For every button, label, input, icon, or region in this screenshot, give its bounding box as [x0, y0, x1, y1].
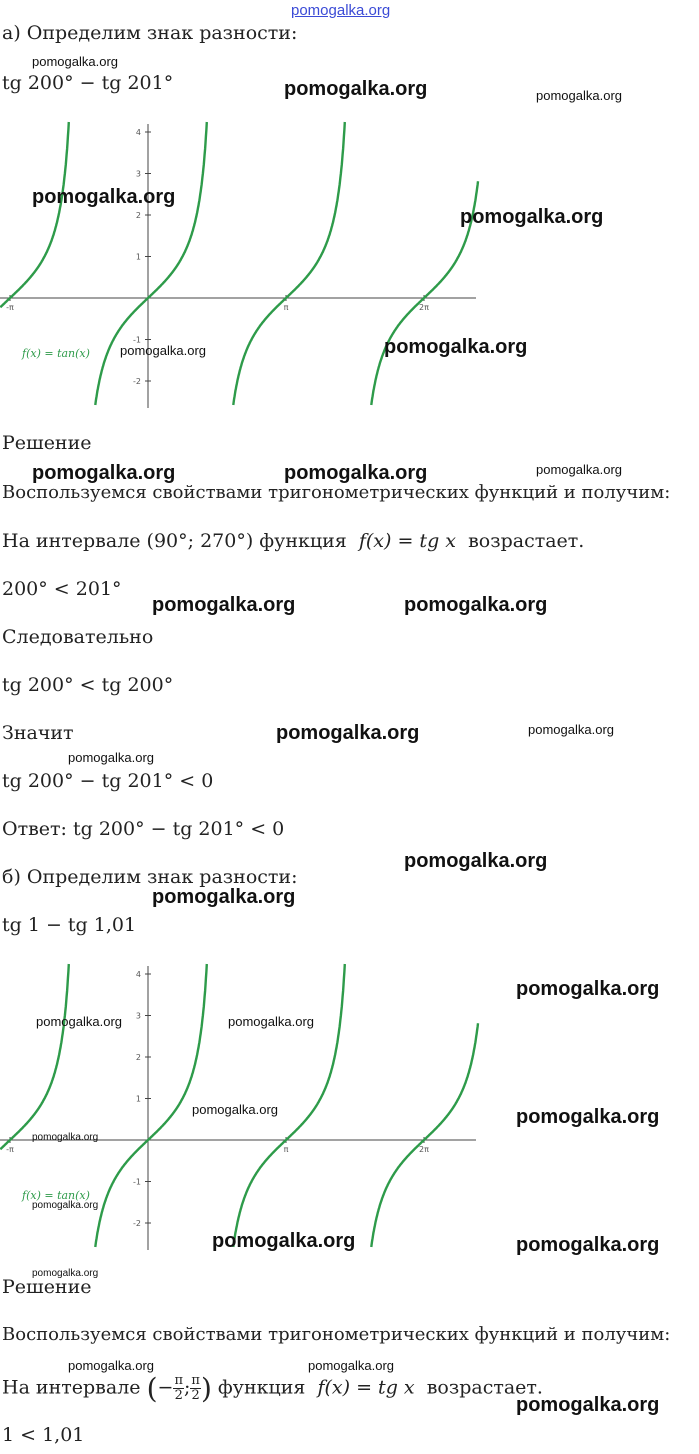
part-a-interval	[2, 530, 584, 552]
interval-prefix: На интервале (90°; 270°) функция	[2, 530, 347, 552]
interval-suffix-b: возрастает.	[426, 1376, 543, 1399]
watermark[interactable]: pomogalka.org	[284, 78, 428, 100]
watermark[interactable]: pomogalka.org	[32, 186, 176, 208]
watermark[interactable]: pomogalka.org	[536, 462, 622, 477]
watermark[interactable]: pomogalka.org	[32, 1132, 99, 1143]
part-a-answer: Ответ: tg 200° − tg 201° < 0	[2, 818, 285, 840]
part-a-solution-heading: Решение	[2, 432, 92, 454]
watermark[interactable]: pomogalka.org	[32, 1268, 99, 1279]
fraction-pi-2-right: $\frac{\pi}{2}$	[191, 1373, 200, 1403]
watermark[interactable]: pomogalka.org	[32, 462, 176, 484]
watermark[interactable]: pomogalka.org	[516, 1234, 660, 1256]
part-b-interval: На интервале (− $\frac{\pi}{2}$ ; $\frac{\pi}{2}$ ) функция f(x) = tg x возрастает.	[2, 1372, 543, 1405]
tan-branch	[233, 122, 344, 405]
x-tick-label: 2π	[419, 303, 429, 312]
watermark[interactable]: pomogalka.org	[32, 1200, 99, 1211]
part-a-tan-compare: tg 200° < tg 200°	[2, 674, 174, 696]
part-a-heading: а) Определим знак разности:	[2, 22, 298, 44]
watermark[interactable]: pomogalka.org	[36, 1014, 122, 1029]
watermark[interactable]: pomogalka.org	[192, 1102, 278, 1117]
watermark[interactable]: pomogalka.org	[284, 462, 428, 484]
interval-word-b: функция	[217, 1376, 306, 1399]
watermark[interactable]: pomogalka.org	[308, 1358, 394, 1373]
watermark[interactable]: pomogalka.org	[516, 978, 660, 1000]
part-a-therefore: Следовательно	[2, 626, 154, 648]
y-tick-label: -2	[133, 377, 141, 386]
part-a-expression: tg 200° − tg 201°	[2, 72, 174, 94]
y-tick-label: 1	[135, 1094, 141, 1104]
y-tick-label: -1	[133, 335, 141, 345]
watermark[interactable]: pomogalka.org	[152, 886, 296, 908]
x-tick-label: 2π	[419, 1145, 429, 1154]
tan-graph-a	[0, 112, 480, 412]
x-tick-label: -π	[6, 303, 14, 312]
tan-branch	[371, 1023, 478, 1247]
watermark[interactable]: pomogalka.org	[276, 722, 420, 744]
tan-branch	[0, 964, 69, 1149]
y-tick-label: 4	[135, 970, 141, 979]
interval-prefix-b: На интервале	[2, 1376, 141, 1399]
watermark[interactable]: pomogalka.org	[68, 750, 154, 765]
x-tick-label: π	[283, 1145, 289, 1154]
watermark[interactable]: pomogalka.org	[228, 1014, 314, 1029]
watermark[interactable]: pomogalka.org	[68, 1358, 154, 1373]
interval-sep: ;	[183, 1376, 191, 1399]
y-tick-label: 1	[135, 252, 141, 262]
y-tick-label: 2	[135, 1053, 141, 1062]
watermark[interactable]: pomogalka.org	[120, 343, 206, 358]
watermark[interactable]: pomogalka.org	[212, 1230, 356, 1252]
graph-function-label: f(x) = tan(x)	[22, 347, 90, 360]
watermark[interactable]: pomogalka.org	[516, 1106, 660, 1128]
part-a-result: tg 200° − tg 201° < 0	[2, 770, 214, 792]
x-tick-label: -π	[6, 1145, 14, 1154]
tan-branch	[95, 122, 207, 405]
interval-func-b: f(x) = tg x	[317, 1376, 415, 1399]
part-b-intro: Воспользуемся свойствами тригонометрических функций и получим:	[2, 1324, 671, 1345]
y-tick-label: 2	[135, 211, 141, 220]
watermark[interactable]: pomogalka.org	[152, 594, 296, 616]
y-tick-label: -2	[133, 1219, 141, 1228]
y-tick-label: -1	[133, 1177, 141, 1187]
part-a-compare: 200° < 201°	[2, 578, 122, 600]
part-b-expression: tg 1 − tg 1,01	[2, 914, 137, 936]
part-b-solution-heading: Решение	[2, 1276, 92, 1298]
y-tick-label: 4	[135, 128, 141, 137]
part-b-heading: б) Определим знак разности:	[2, 866, 298, 888]
watermark[interactable]: pomogalka.org	[404, 850, 548, 872]
tan-branch	[95, 964, 207, 1247]
graph-function-label: f(x) = tan(x)	[22, 1189, 90, 1202]
interval-minus: −	[157, 1376, 174, 1399]
y-tick-label: 3	[135, 169, 141, 179]
watermark[interactable]: pomogalka.org	[460, 206, 604, 228]
part-a-intro: Воспользуемся свойствами тригонометрических функций и получим:	[2, 482, 671, 503]
interval-func: f(x) = tg x	[358, 530, 456, 552]
fraction-pi-2-left: $\frac{\pi}{2}$	[174, 1373, 183, 1403]
part-a-means: Значит	[2, 722, 74, 744]
watermark[interactable]: pomogalka.org	[384, 336, 528, 358]
watermark[interactable]: pomogalka.org	[516, 1394, 660, 1416]
x-tick-label: π	[283, 303, 289, 312]
part-b-compare: 1 < 1,01	[2, 1424, 85, 1446]
y-tick-label: 3	[135, 1011, 141, 1021]
interval-suffix: возрастает.	[468, 530, 585, 552]
watermark[interactable]: pomogalka.org	[32, 54, 118, 69]
watermark[interactable]: pomogalka.org	[528, 722, 614, 737]
watermark[interactable]: pomogalka.org	[404, 594, 548, 616]
watermark-top[interactable]: pomogalka.org	[291, 2, 391, 19]
watermark[interactable]: pomogalka.org	[536, 88, 622, 103]
tan-branch	[0, 122, 69, 307]
